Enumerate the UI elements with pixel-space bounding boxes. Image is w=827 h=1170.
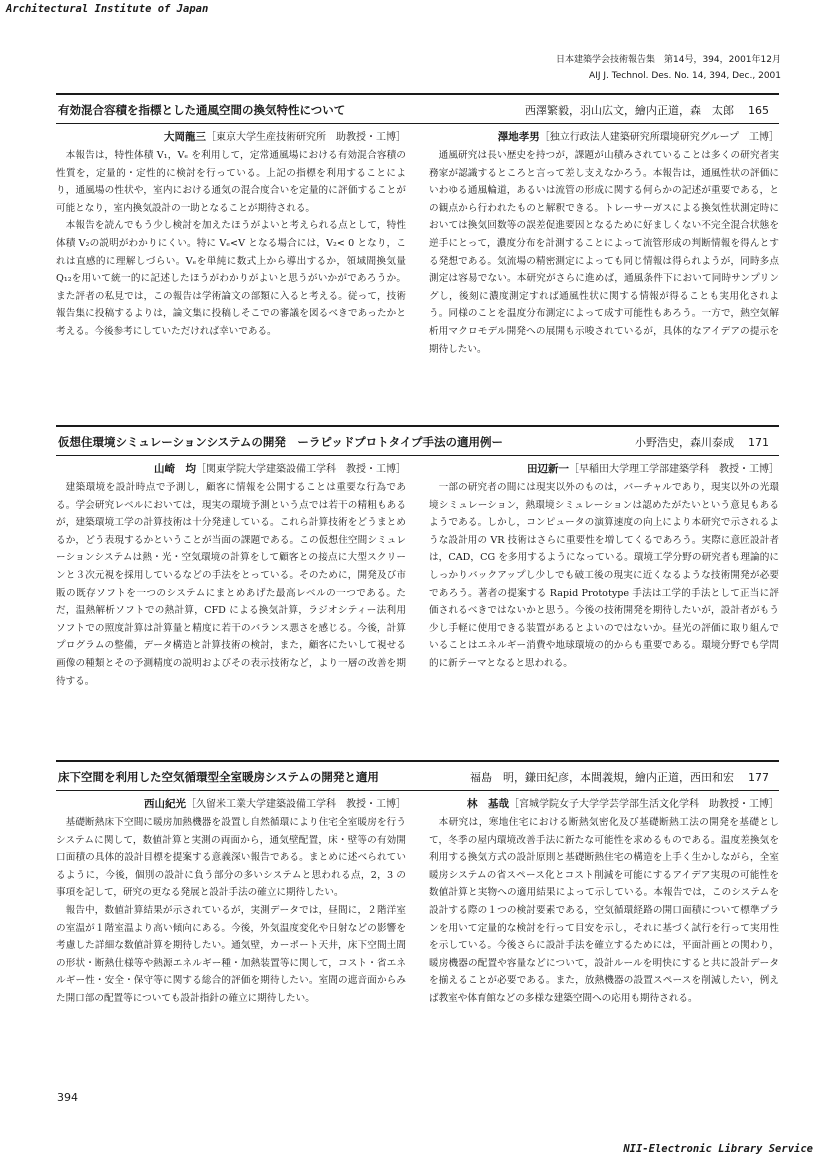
section-title: 仮想住環境シミュレーションシステムの開発 ーラピッドプロトタイプ手法の適用例ー: [58, 435, 503, 449]
review-left: [56, 130, 406, 341]
reviewer-affiliation: ［東京大学生産技術研究所 助教授・工博］: [206, 132, 406, 143]
review-paragraph: 報告中，数値計算結果が示されているが，実測データでは，昼間に，２階洋室の室温が１階室温より高い傾向にある。今後，外気温度変化や日射などの影響を考慮した詳細な数値計算を期待したい。通気壁，カーポート天井，床下空間土間の形状・断熱仕様等や熱源エネルギー種・加熱装置等に関して，コスト・省エネルギー性・安全・保守等に関する総合的評価を期待したい。室間の遮音面からみた開口部の配置等についても設計指針の確立に期待したい。: [56, 904, 406, 1004]
page-ref: 171: [748, 436, 769, 449]
review-right: [429, 797, 779, 1008]
review-section-1: [56, 93, 779, 383]
review-text: [56, 814, 406, 1008]
page-number: 394: [57, 1091, 78, 1104]
review-text: [56, 147, 406, 341]
author-list: 西澤繁毅，羽山広文，繪内正道，森 太郎: [525, 104, 734, 117]
reviewer-line: [429, 130, 779, 145]
reviewer-affiliation: ［早稲田大学理工学部建築学科 教授・工博］: [569, 464, 779, 475]
review-text: [56, 479, 406, 690]
section-authors: [635, 434, 769, 450]
review-paragraph: 建築環境を設計時点で予測し，顧客に情報を公開することは重要な行為である。学会研究レベルにおいては，現実の環境予測という点では若干の精粗もあるが，建築環境工学の計算技術は十分発達している。これら計算技術をどうまとめるか，どう表現するかということが当面の課題である。この仮想住空間シミュレーションシステムは熱・光・空気環境の計算をして顧客との接点に大型スクリーンと３次元視を採用しているなどの手法をとっている。そのために，開発及び市販の既存ソフトを一つのシステムにまとめあげた最高レベルの一つである。ただ，温熱解析ソフトでの熱計算，CFD による換気計算，ラジオシティー法利用ソフトでの照度計算は計算量と精度に若干のバランス悪さを感じる。今後，計算プログラムの整備，データ構造と計算技術の検討，また，顧客にたいして視せる画像の種類とその予測精度の説明およびその表示技術など，より一層の改善を期待する。: [56, 482, 406, 687]
reviewer-affiliation: ［関東学院大学建築設備工学科 教授・工博］: [196, 464, 406, 475]
section-title: 有効混合容積を指標とした通風空間の換気特性について: [58, 103, 346, 117]
review-paragraph: 一部の研究者の間には現実以外のものは，バーチャルであり，現実以外の光環境シミュレーション，熱環境シミュレーションは認めたがたいという意見もあるようである。しかし，コンピュータの演算速度の向上により本研究で示されるような設計用の VR 技術はさらに重要性を増してくるであろう。実際に意匠設計者は，CAD，CG を多用するようになっている。環境工学分野の研究者も理論的にしっかりバックアップし少しでも破工後の現実に近くなるような技術開発が必要であろう。著者の提案する Rapid Prototype 手法は工学的手法として正当に評価されるべきではないかと思う。今後の技術開発を期待したいが，設計者がもう少し手軽に使用できる装置があるとよいのではないか。昼光の評価に取り組んでいることはエネルギー消費や地球環境の的からも重要である。環境分野でも学問的に新テーマとなると思われる。: [429, 482, 779, 669]
page-ref: 177: [748, 771, 769, 784]
review-section-2: [56, 425, 779, 745]
review-paragraph: 本報告を読んでもう少し検討を加えたほうがよいと考えられる点として，特性体積 V₂の説明がわかりにくい。特に Vₑ<V となる場合には，V₂< 0 となり，これは直感的に理解しづらい。Vₑを単純に数式上から導出するか，領域間換気量 Q₁₂を用いて統一的に記述したほうがわかりがよいと思うがいかがであろうか。また評者の私見では，この報告は学術論文の部類に入ると考える。従って，技術報告集に投稿するよりは，論文集に投稿しそこでの審議を図るべきであったかと考える。今後参考にしていただければ幸いである。: [56, 220, 406, 337]
reviewer-line: [429, 462, 779, 477]
reviewer-name: 林 基哉: [467, 798, 509, 810]
author-list: 福島 明，鎌田紀彦，本間義規，繪内正道，西田和宏: [470, 771, 734, 784]
reviewer-affiliation: ［宮城学院女子大学学芸学部生活文化学科 助教授・工博］: [509, 799, 779, 810]
reviewer-line: [56, 797, 406, 812]
reviewer-name: 田辺新一: [527, 463, 569, 475]
section-header: [56, 93, 779, 124]
reviewer-affiliation: ［独立行政法人建築研究所環境研究グループ 工博］: [539, 132, 779, 143]
footer-banner: NII-Electronic Library Service: [623, 1143, 813, 1155]
review-text: [429, 147, 779, 358]
top-banner: Architectural Institute of Japan: [6, 3, 209, 15]
review-right: [429, 130, 779, 358]
reviewer-name: 西山紀光: [144, 798, 186, 810]
reviewer-name: 澤地孝男: [497, 131, 540, 143]
section-authors: [470, 769, 769, 785]
review-left: [56, 462, 406, 690]
journal-header: [556, 52, 781, 84]
reviewer-line: [56, 130, 406, 145]
reviewer-name: 大岡龍三: [164, 131, 206, 143]
review-text: [429, 814, 779, 1008]
review-paragraph: 本報告は，特性体積 V₁，Vₑ を利用して，定常通風場における有効混合容積の性質を，定量的・定性的に検討を行っている。上記の指標を利用することにより，通風場の性状や，室内における通気の混合度合いを定量的に評価することが可能となり，室内換気設計の一助となることが期待される。: [56, 150, 406, 214]
section-authors: [525, 102, 769, 118]
reviewer-line: [429, 797, 779, 812]
review-right: [429, 462, 779, 673]
page-ref: 165: [748, 104, 769, 117]
review-paragraph: 通風研究は長い歴史を持つが，課題が山積みされていることは多くの研究者実務家が認識するところと言って差し支えなかろう。本報告は，通風性状の評価にいわゆる通風輪道，あるいは流管の形成に関する何らかの記述が重要である，との観点から行われたものと解釈できる。トレーサーガスによる換気性状測定時においては換気回数等の誤差促進要因となるために好ましくない不完全混合状態を逆手にとって，濃度分布を計測することによって流管形成の判断情報を得んとする発想である。気流場の精密測定によっても同じ情報は得られようが，同時多点測定は容易でない。本研究がさらに進めば，通風条件下において同時サンプリングし，後刻に濃度測定すれば通風性状に関する情報が得ることも実用化されよう。同様のことを温度分布測定によって成す可能性もあろう。一方で，熱空気解析用マクロモデル開発への展開も示唆されているが，具体的なアイデアの提示を期待したい。: [429, 150, 779, 355]
journal-citation-jp: 日本建築学会技術報告集 第14号，394，2001年12月: [556, 55, 781, 65]
review-paragraph: 本研究は，寒地住宅における断熱気密化及び基礎断熱工法の開発を基礎として，冬季の屋内環境改善手法に新たな可能性を求めるものである。温度差換気を利用する換気方式の設計原則と基礎断熱住宅の構造を上手く生かしながら，全室暖房システムの省スペース化とコスト削減を可能にするアイデア実現の可能性を数値計算と実物への適用結果によって示している。本報告では，このシステムを設計する際の１つの検討要素である，空気循環経路の開口面積について標準プランを用いて定量的な検討を行って目安を示し，それに基づく試行を行って実用性を示している。今後さらに設計手法を確立するためには，平面計画との関わり，暖房機器の配置や容量などについて，設計ルールを明快にすると共に設計データを揃えることが必要である。また，放熱機器の設置スペースを削減したい，例えば教室や体育館などの多様な建築空間への応用も期待される。: [429, 817, 779, 1004]
review-left: [56, 797, 406, 1008]
section-title: 床下空間を利用した空気循環型全室暖房システムの開発と適用: [58, 770, 379, 784]
review-paragraph: 基礎断熱床下空間に暖房加熱機器を設置し自然循環により住宅全室暖房を行うシステムに関して，数値計算と実測の両面から，通気壁配置，床・壁等の有効開口面積の具体的設計目標を提案する意義深い報告である。まとめに述べられているように，今後，個別の設計に負う部分の多いシステムと思われる点，2，3 の事項を記して，研究の更なる発展と設計手法の確立に期待したい。: [56, 817, 406, 899]
reviewer-name: 山崎 均: [154, 463, 196, 475]
journal-citation-en: AIJ J. Technol. Des. No. 14, 394, Dec., 2001: [589, 71, 781, 81]
review-section-3: [56, 760, 779, 1060]
reviewer-affiliation: ［久留米工業大学建築設備工学科 教授・工博］: [186, 799, 406, 810]
reviewer-line: [56, 462, 406, 477]
section-header: [56, 760, 779, 791]
author-list: 小野浩史，森川泰成: [635, 436, 734, 449]
review-text: [429, 479, 779, 673]
section-header: [56, 425, 779, 456]
